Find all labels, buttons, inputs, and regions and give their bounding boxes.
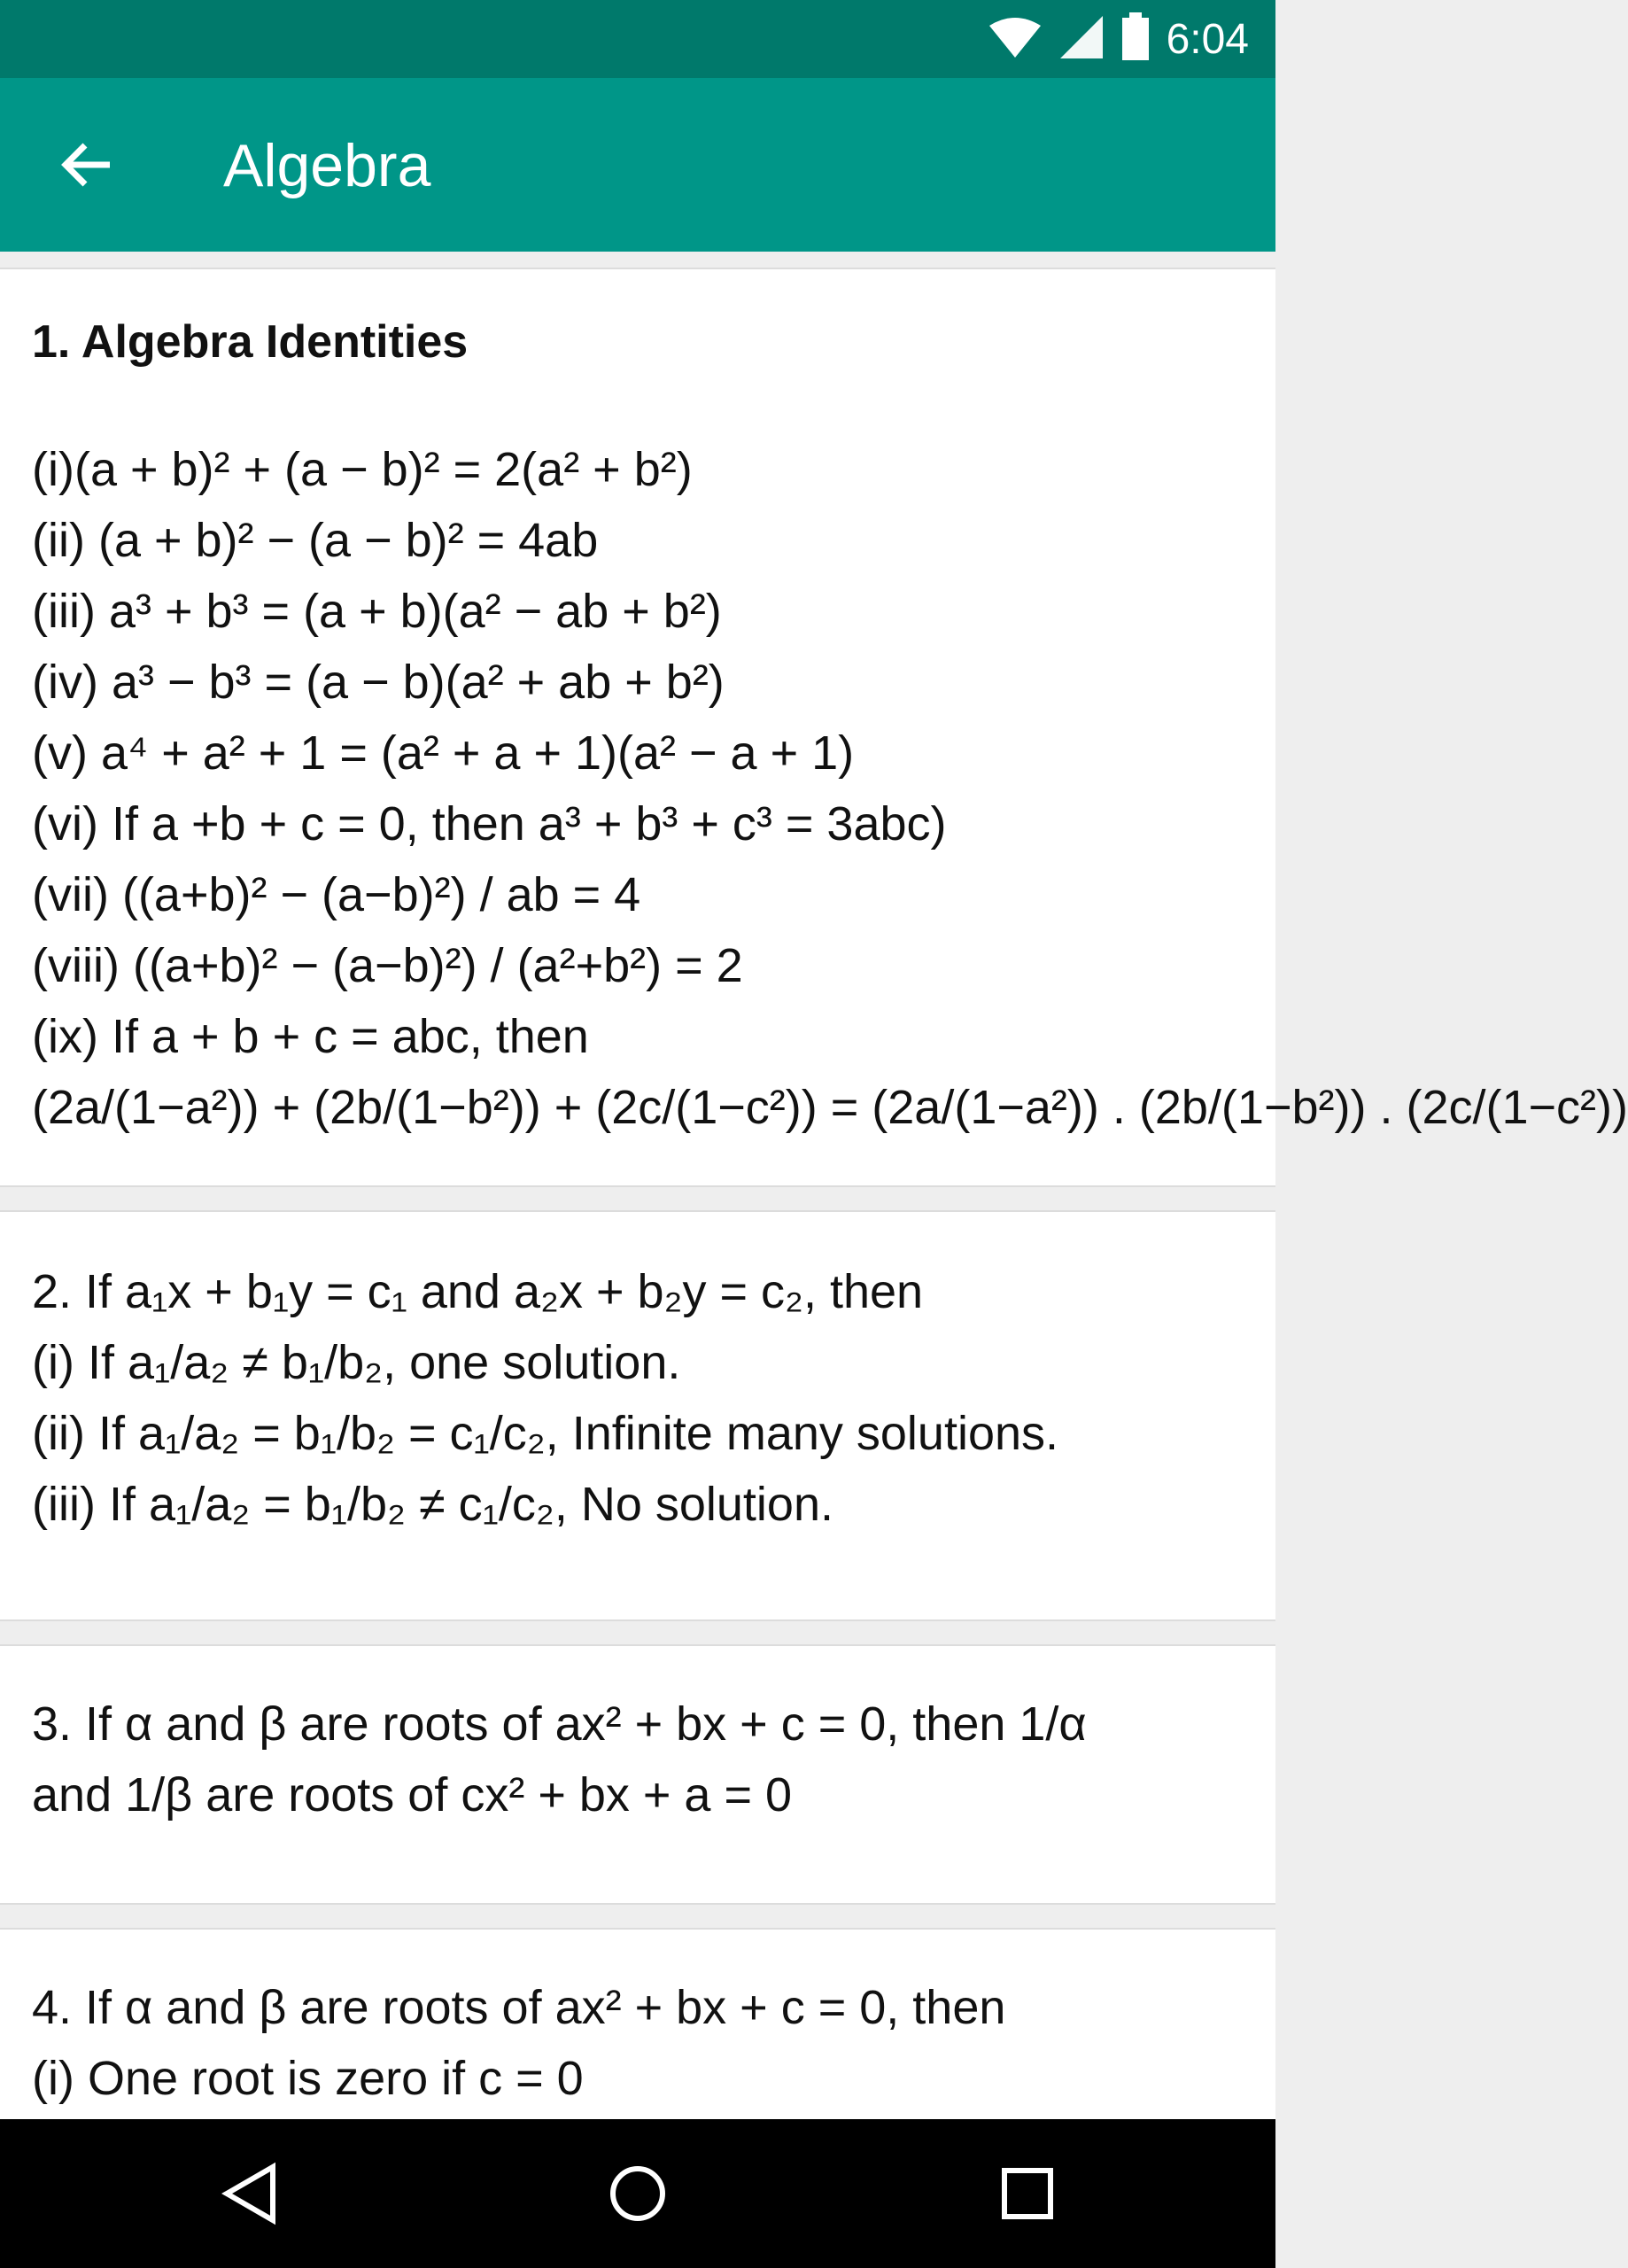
equation-line: (i) If a₁/a₂ ≠ b₁/b₂, one solution.: [32, 1336, 681, 1389]
identity-line: (ix) If a + b + c = abc, then: [32, 1010, 589, 1063]
equation-line: (ii) If a₁/a₂ = b₁/b₂ = c₁/c₂, Infinite many solutions.: [32, 1407, 1059, 1460]
page-title: Algebra: [223, 132, 431, 199]
identity-line: (iv) a³ − b³ = (a − b)(a² + ab + b²): [32, 656, 725, 709]
identity-line: (vi) If a +b + c = 0, then a³ + b³ + c³ = 3abc): [32, 797, 947, 850]
identity-line: (viii) ((a+b)² − (a−b)²) / (a²+b²) = 2: [32, 939, 743, 992]
card-heading: 1. Algebra Identities: [32, 316, 469, 368]
back-nav-button[interactable]: [205, 2149, 294, 2238]
wifi-icon: [988, 15, 1043, 64]
home-nav-button[interactable]: [593, 2149, 682, 2238]
identity-line: (i)(a + b)² + (a − b)² = 2(a² + b²): [32, 443, 693, 496]
status-icons: [988, 0, 1249, 78]
identity-line: (ii) (a + b)² − (a − b)² = 4ab: [32, 514, 599, 567]
card-algebra-identities: [0, 268, 1628, 1187]
identity-line: (vii) ((a+b)² − (a−b)²) / ab = 4: [32, 868, 641, 921]
identity-line: (2a/(1−a²)) + (2b/(1−b²)) + (2c/(1−c²)) = (2a/(1−a²)) . (2b/(1−b²)) . (2c/(1−c²)): [32, 1081, 1628, 1134]
equation-line: and 1/β are roots of cx² + bx + a = 0: [32, 1768, 793, 1821]
identities-list: [32, 434, 1628, 1143]
identity-line: (v) a⁴ + a² + 1 = (a² + a + 1)(a² − a + 1): [32, 726, 855, 780]
root-conditions-text: [32, 1972, 1005, 2114]
status-bar: [0, 0, 1275, 78]
triangle-back-icon: [220, 2162, 280, 2225]
identity-line: (iii) a³ + b³ = (a + b)(a² − ab + b²): [32, 585, 722, 638]
app-bar: [0, 78, 1275, 252]
status-time: 6:04: [1166, 15, 1249, 63]
linear-equations-text: [32, 1256, 1058, 1540]
equation-line: 4. If α and β are roots of ax² + bx + c = 0, then: [32, 1981, 1006, 2034]
equation-line: 2. If a₁x + b₁y = c₁ and a₂x + b₂y = c₂, then: [32, 1265, 924, 1318]
battery-icon: [1120, 12, 1151, 66]
equation-line: (iii) If a₁/a₂ = b₁/b₂ ≠ c₁/c₂, No solution.: [32, 1478, 834, 1531]
signal-icon: [1058, 14, 1105, 65]
equation-line: 3. If α and β are roots of ax² + bx + c = 0, then 1/α: [32, 1697, 1087, 1751]
equation-line: (i) One root is zero if c = 0: [32, 2052, 584, 2105]
quadratic-roots-text: [32, 1689, 1087, 1830]
system-nav-bar: [0, 2119, 1275, 2268]
content-scroll[interactable]: [0, 252, 1628, 2119]
recents-nav-button[interactable]: [983, 2149, 1072, 2238]
card-quadratic-roots: [0, 1644, 1275, 1905]
circle-home-icon: [606, 2162, 670, 2225]
square-recents-icon: [997, 2163, 1058, 2224]
back-button[interactable]: [51, 129, 122, 200]
arrow-left-icon: [58, 140, 115, 190]
card-linear-equations: [0, 1210, 1275, 1621]
